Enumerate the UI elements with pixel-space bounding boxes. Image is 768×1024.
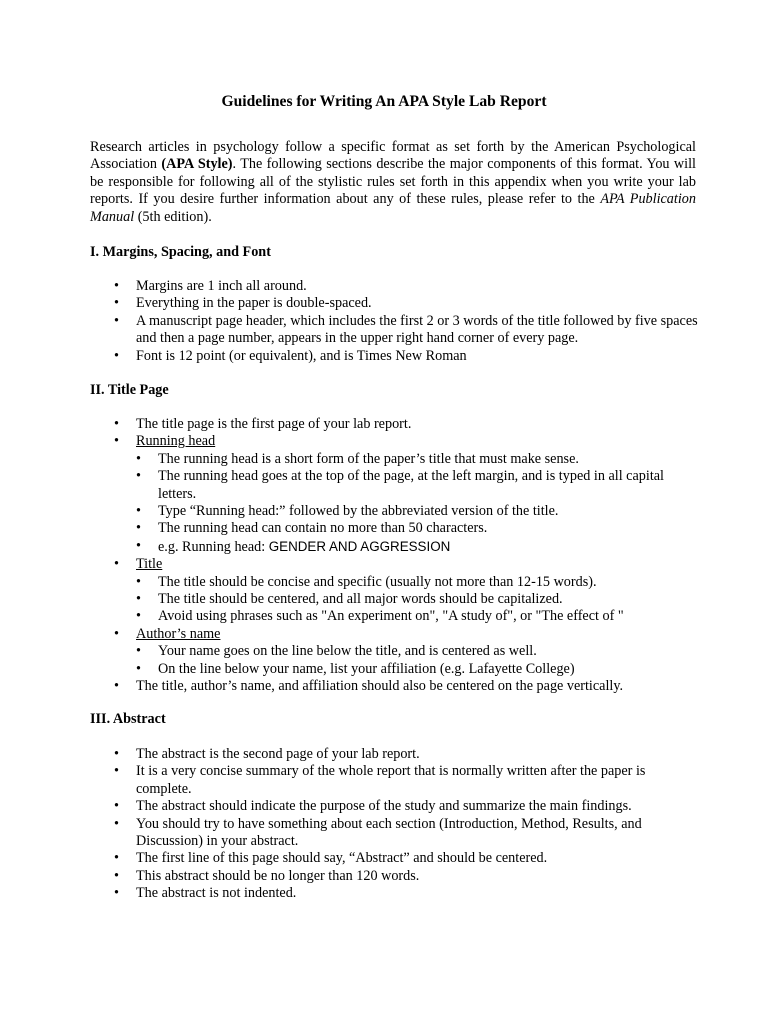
list-item: • The title should be concise and specific (usually not more than 12-15 words). (136, 574, 700, 591)
section-heading-title-page: II. Title Page (90, 382, 169, 398)
list-item: • The abstract is the second page of your lab report. (0, 746, 700, 763)
title-sublist (136, 574, 700, 626)
document-title: Guidelines for Writing An APA Style Lab Report (221, 93, 547, 110)
list-item-running-head (0, 433, 700, 556)
list-item: • The title page is the first page of your lab report. (0, 416, 700, 433)
author-sublist (136, 643, 700, 678)
list-item: • Margins are 1 inch all around. (0, 278, 700, 295)
intro-text-2: . The following sections describe the major components of this format. You will be responsible for following all of the stylistic rules set forth in this appendix when you write your lab reports. If you desire further information about any of these rules, please refer to the (90, 156, 696, 208)
running-head-sublist (136, 451, 700, 556)
list-item: • This abstract should be no longer than 120 words. (0, 868, 700, 885)
list-item: • Your name goes on the line below the title, and is centered as well. (136, 643, 700, 660)
section-heading-margins: I. Margins, Spacing, and Font (90, 244, 271, 260)
list-item: • A manuscript page header, which includes the first 2 or 3 words of the title followed by five spaces and then a page number, appears in the upper right hand corner of every page. (0, 313, 700, 348)
list-item: • The abstract should indicate the purpose of the study and summarize the main findings. (0, 798, 700, 815)
list-item: • On the line below your name, list your affiliation (e.g. Lafayette College) (136, 661, 700, 678)
list-item: • Font is 12 point (or equivalent), and is Times New Roman (0, 348, 700, 365)
list-item: • The abstract is not indented. (0, 885, 700, 902)
list-item: • It is a very concise summary of the whole report that is normally written after the paper is complete. (0, 763, 700, 798)
section-heading-abstract: III. Abstract (90, 711, 166, 727)
list-item-title (0, 556, 700, 626)
example-prefix: e.g. Running head: (158, 538, 269, 555)
example-running-head: GENDER AND AGGRESSION (268, 538, 451, 554)
list-item-author (0, 626, 700, 678)
intro-paragraph (90, 139, 696, 226)
list-item: • You should try to have something about each section (Introduction, Method, Results, and Discussion) in your abstract. (0, 816, 700, 851)
list-item: • Type “Running head:” followed by the abbreviated version of the title. (136, 503, 700, 520)
list-item: • The title should be centered, and all major words should be capitalized. (136, 591, 700, 608)
list-item: • The running head goes at the top of the page, at the left margin, and is typed in all capital letters. (136, 468, 700, 503)
list-item: • The title, author’s name, and affiliation should also be centered on the page vertically. (0, 678, 700, 695)
author-label: Author’s name (136, 625, 221, 642)
running-head-label: Running head (136, 433, 216, 450)
margins-list (0, 278, 700, 365)
list-item: • The first line of this page should say, “Abstract” and should be centered. (0, 850, 700, 867)
abstract-list (0, 746, 700, 903)
list-item: • The running head is a short form of the paper’s title that must make sense. (136, 451, 700, 468)
list-item: • Avoid using phrases such as "An experiment on", "A study of", or "The effect of " (136, 608, 700, 625)
list-item-example (136, 538, 700, 556)
list-item: • Everything in the paper is double-spaced. (0, 295, 700, 312)
intro-manual-title: APA Publication Manual (90, 191, 696, 225)
intro-apa-style: (APA Style) (161, 156, 233, 173)
list-item: • The running head can contain no more than 50 characters. (136, 520, 700, 537)
title-page-list (0, 416, 700, 696)
title-label: Title (136, 556, 163, 573)
intro-text-3: (5th edition). (134, 208, 212, 225)
intro-text-1: Research articles in psychology follow a specific format as set forth by the American Psychological Association (90, 139, 696, 173)
